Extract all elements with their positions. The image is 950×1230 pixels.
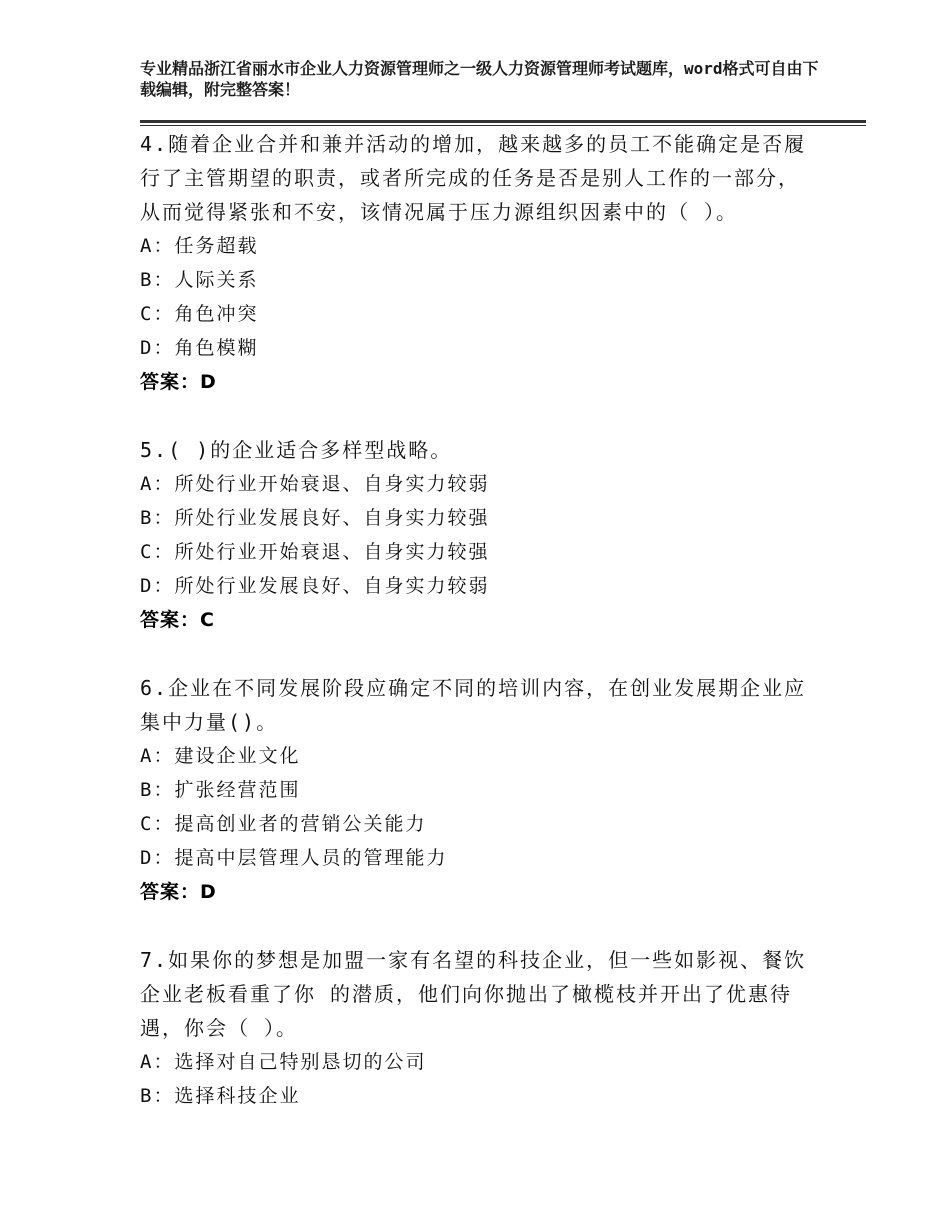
option-a: A：建设企业文化 — [140, 745, 301, 767]
document-header: 专业精品浙江省丽水市企业人力资源管理师之一级人力资源管理师考试题库，word格式可自由下载编辑，附完整答案！ — [140, 59, 819, 99]
question-stem-line: 集中力量()。 — [140, 710, 279, 734]
question-7 — [140, 943, 820, 1113]
question-stem-line: 行了主管期望的职责，或者所完成的任务是否是别人工作的一部分， — [140, 166, 800, 190]
option-b: B：扩张经营范围 — [140, 779, 301, 801]
option-a: A：任务超载 — [140, 235, 259, 257]
question-stem-line: 4.随着企业合并和兼并活动的增加，越来越多的员工不能确定是否履 — [140, 132, 807, 156]
option-b: B：人际关系 — [140, 269, 259, 291]
question-stem-line: 7.如果你的梦想是加盟一家有名望的科技企业，但一些如影视、餐饮 — [140, 948, 807, 972]
question-stem-line: 企业老板看重了你 的潜质，他们向你抛出了橄榄枝并开出了优惠待 — [140, 982, 793, 1006]
option-d: D：所处行业发展良好、自身实力较弱 — [140, 575, 490, 597]
question-list — [140, 127, 820, 1113]
answer-label: 答案：D — [140, 881, 217, 903]
question-stem-line: 5.( )的企业适合多样型战略。 — [140, 438, 453, 462]
question-stem-line: 6.企业在不同发展阶段应确定不同的培训内容，在创业发展期企业应 — [140, 676, 807, 700]
answer-label: 答案：C — [140, 609, 215, 631]
option-b: B：所处行业发展良好、自身实力较强 — [140, 507, 490, 529]
option-d: D：提高中层管理人员的管理能力 — [140, 847, 448, 869]
question-spacer — [140, 399, 820, 433]
question-spacer — [140, 909, 820, 943]
option-b: B：选择科技企业 — [140, 1085, 301, 1107]
question-6 — [140, 671, 820, 909]
question-stem-line: 遇，你会（ ）。 — [140, 1016, 299, 1040]
option-c: C：角色冲突 — [140, 303, 259, 325]
option-c: C：所处行业开始衰退、自身实力较强 — [140, 541, 490, 563]
option-a: A：选择对自己特别恳切的公司 — [140, 1051, 427, 1073]
option-c: C：提高创业者的营销公关能力 — [140, 813, 427, 835]
question-spacer — [140, 637, 820, 671]
header-rule-thick — [140, 120, 866, 123]
option-a: A：所处行业开始衰退、自身实力较弱 — [140, 473, 490, 495]
question-5 — [140, 433, 820, 637]
question-4 — [140, 127, 820, 399]
header-rule-thin — [140, 125, 866, 126]
answer-label: 答案：D — [140, 371, 217, 393]
option-d: D：角色模糊 — [140, 337, 259, 359]
question-stem-line: 从而觉得紧张和不安，该情况属于压力源组织因素中的（ ）。 — [140, 200, 739, 224]
